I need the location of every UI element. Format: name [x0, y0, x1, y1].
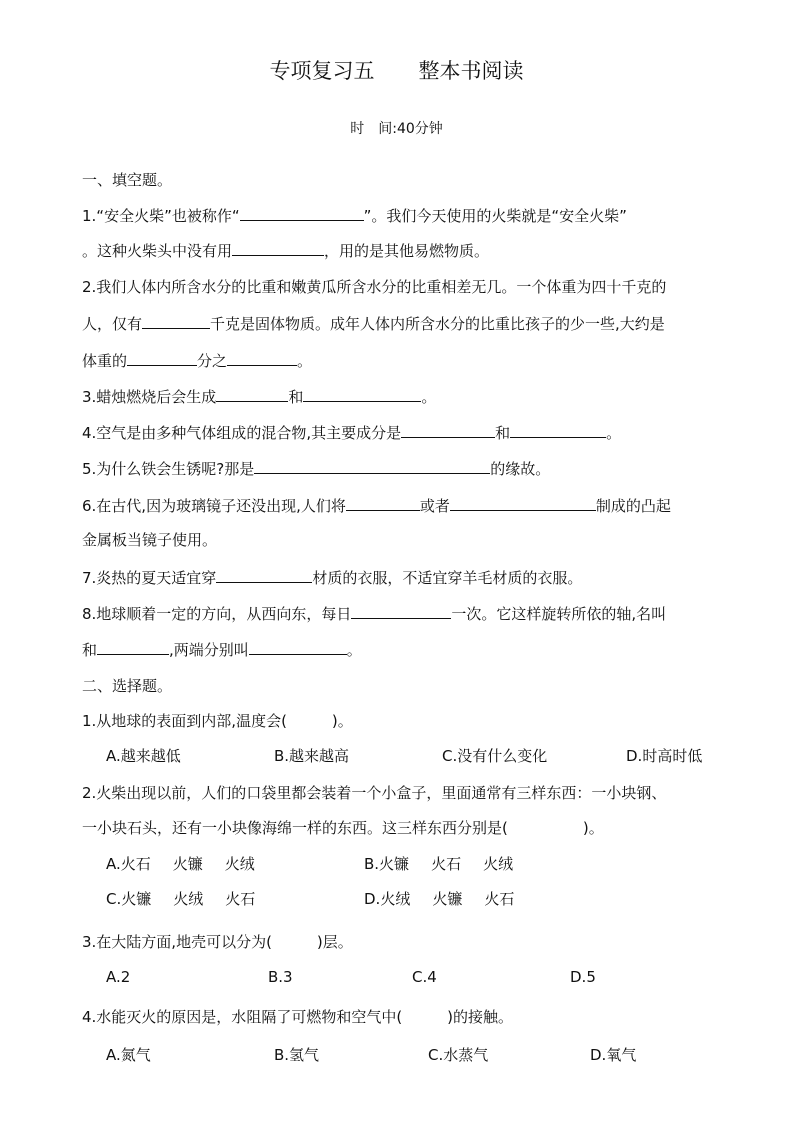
question-8-line-2: 和 ,两端分别叫 。: [82, 641, 362, 659]
title-right: 整本书阅读: [418, 59, 524, 83]
question-4: 4.空气是由多种气体组成的混合物,其主要成分是 和 。: [82, 424, 622, 442]
section-heading-fill: 一、填空题。: [82, 171, 173, 189]
answer-blank[interactable]: [232, 240, 324, 256]
answer-blank[interactable]: [450, 495, 596, 511]
option-d[interactable]: D.火绒 火镰 火石: [364, 890, 515, 908]
answer-blank[interactable]: [127, 350, 197, 366]
option-c[interactable]: C.没有什么变化: [442, 747, 548, 765]
section-heading-choice: 二、选择题。: [82, 677, 173, 695]
answer-blank[interactable]: [510, 422, 606, 438]
question-6-line-1: 6.在古代,因为玻璃镜子还没出现,人们将 或者 制成的凸起: [82, 497, 671, 515]
answer-blank[interactable]: [249, 639, 347, 655]
choice-question-3: 3.在大陆方面,地壳可以分为( )层。: [82, 933, 353, 951]
option-d[interactable]: D.5: [570, 968, 596, 986]
answer-blank[interactable]: [401, 422, 495, 438]
option-a[interactable]: A.越来越低: [106, 747, 181, 765]
option-b[interactable]: B.氢气: [274, 1046, 320, 1064]
option-b[interactable]: B.火镰 火石 火绒: [364, 855, 514, 873]
option-d[interactable]: D.时高时低: [626, 747, 703, 765]
choice-question-1: 1.从地球的表面到内部,温度会( )。: [82, 712, 353, 730]
answer-blank[interactable]: [227, 350, 297, 366]
page-title: [0, 57, 793, 85]
answer-blank[interactable]: [240, 205, 364, 221]
question-5: 5.为什么铁会生锈呢?那是 的缘故。: [82, 460, 551, 478]
option-c[interactable]: C.火镰 火绒 火石: [106, 890, 256, 908]
question-2-line-2: 人，仅有 千克是固体物质。成年人体内所含水分的比重比孩子的少一些,大约是: [82, 315, 665, 333]
choice-question-4: 4.水能灭火的原因是，水阻隔了可燃物和空气中( )的接触。: [82, 1008, 514, 1026]
option-c[interactable]: C.水蒸气: [428, 1046, 489, 1064]
title-left: 专项复习五: [269, 59, 375, 83]
answer-blank[interactable]: [346, 495, 420, 511]
question-2-line-1: 2.我们人体内所含水分的比重和嫩黄瓜所含水分的比重相差无几。一个体重为四十千克的: [82, 278, 667, 296]
question-7: 7.炎热的夏天适宜穿 材质的衣服，不适宜穿羊毛材质的衣服。: [82, 569, 583, 587]
option-a[interactable]: A.火石 火镰 火绒: [106, 855, 255, 873]
option-a[interactable]: A.2: [106, 968, 131, 986]
question-1-line-1: 1.“安全火柴”也被称作“ ”。我们今天使用的火柴就是“安全火柴”: [82, 207, 627, 225]
question-3: 3.蜡烛燃烧后会生成 和 。: [82, 388, 437, 406]
answer-blank[interactable]: [216, 386, 288, 402]
answer-blank[interactable]: [303, 386, 421, 402]
option-b[interactable]: B.3: [268, 968, 293, 986]
option-c[interactable]: C.4: [412, 968, 437, 986]
option-b[interactable]: B.越来越高: [274, 747, 350, 765]
choice-question-2-line-1: 2.火柴出现以前，人们的口袋里都会装着一个小盒子，里面通常有三样东西：一小块钢、: [82, 784, 667, 802]
question-6-line-2: 金属板当镜子使用。: [82, 531, 218, 549]
option-a[interactable]: A.氮气: [106, 1046, 151, 1064]
time-label: 时 间:40分钟: [350, 121, 443, 137]
answer-blank[interactable]: [142, 313, 210, 329]
question-8-line-1: 8.地球顺着一定的方向，从西向东，每日 一次。它这样旋转所依的轴,名叫: [82, 605, 667, 623]
answer-blank[interactable]: [216, 567, 312, 583]
question-1-line-2: 。这种火柴头中没有用 ，用的是其他易燃物质。: [82, 242, 490, 260]
answer-blank[interactable]: [254, 458, 490, 474]
question-2-line-3: 体重的 分之 。: [82, 352, 313, 370]
option-d[interactable]: D.氧气: [590, 1046, 637, 1064]
answer-blank[interactable]: [97, 639, 169, 655]
answer-blank[interactable]: [351, 603, 451, 619]
choice-question-2-line-2: 一小块石头，还有一小块像海绵一样的东西。这三样东西分别是( )。: [82, 819, 604, 837]
